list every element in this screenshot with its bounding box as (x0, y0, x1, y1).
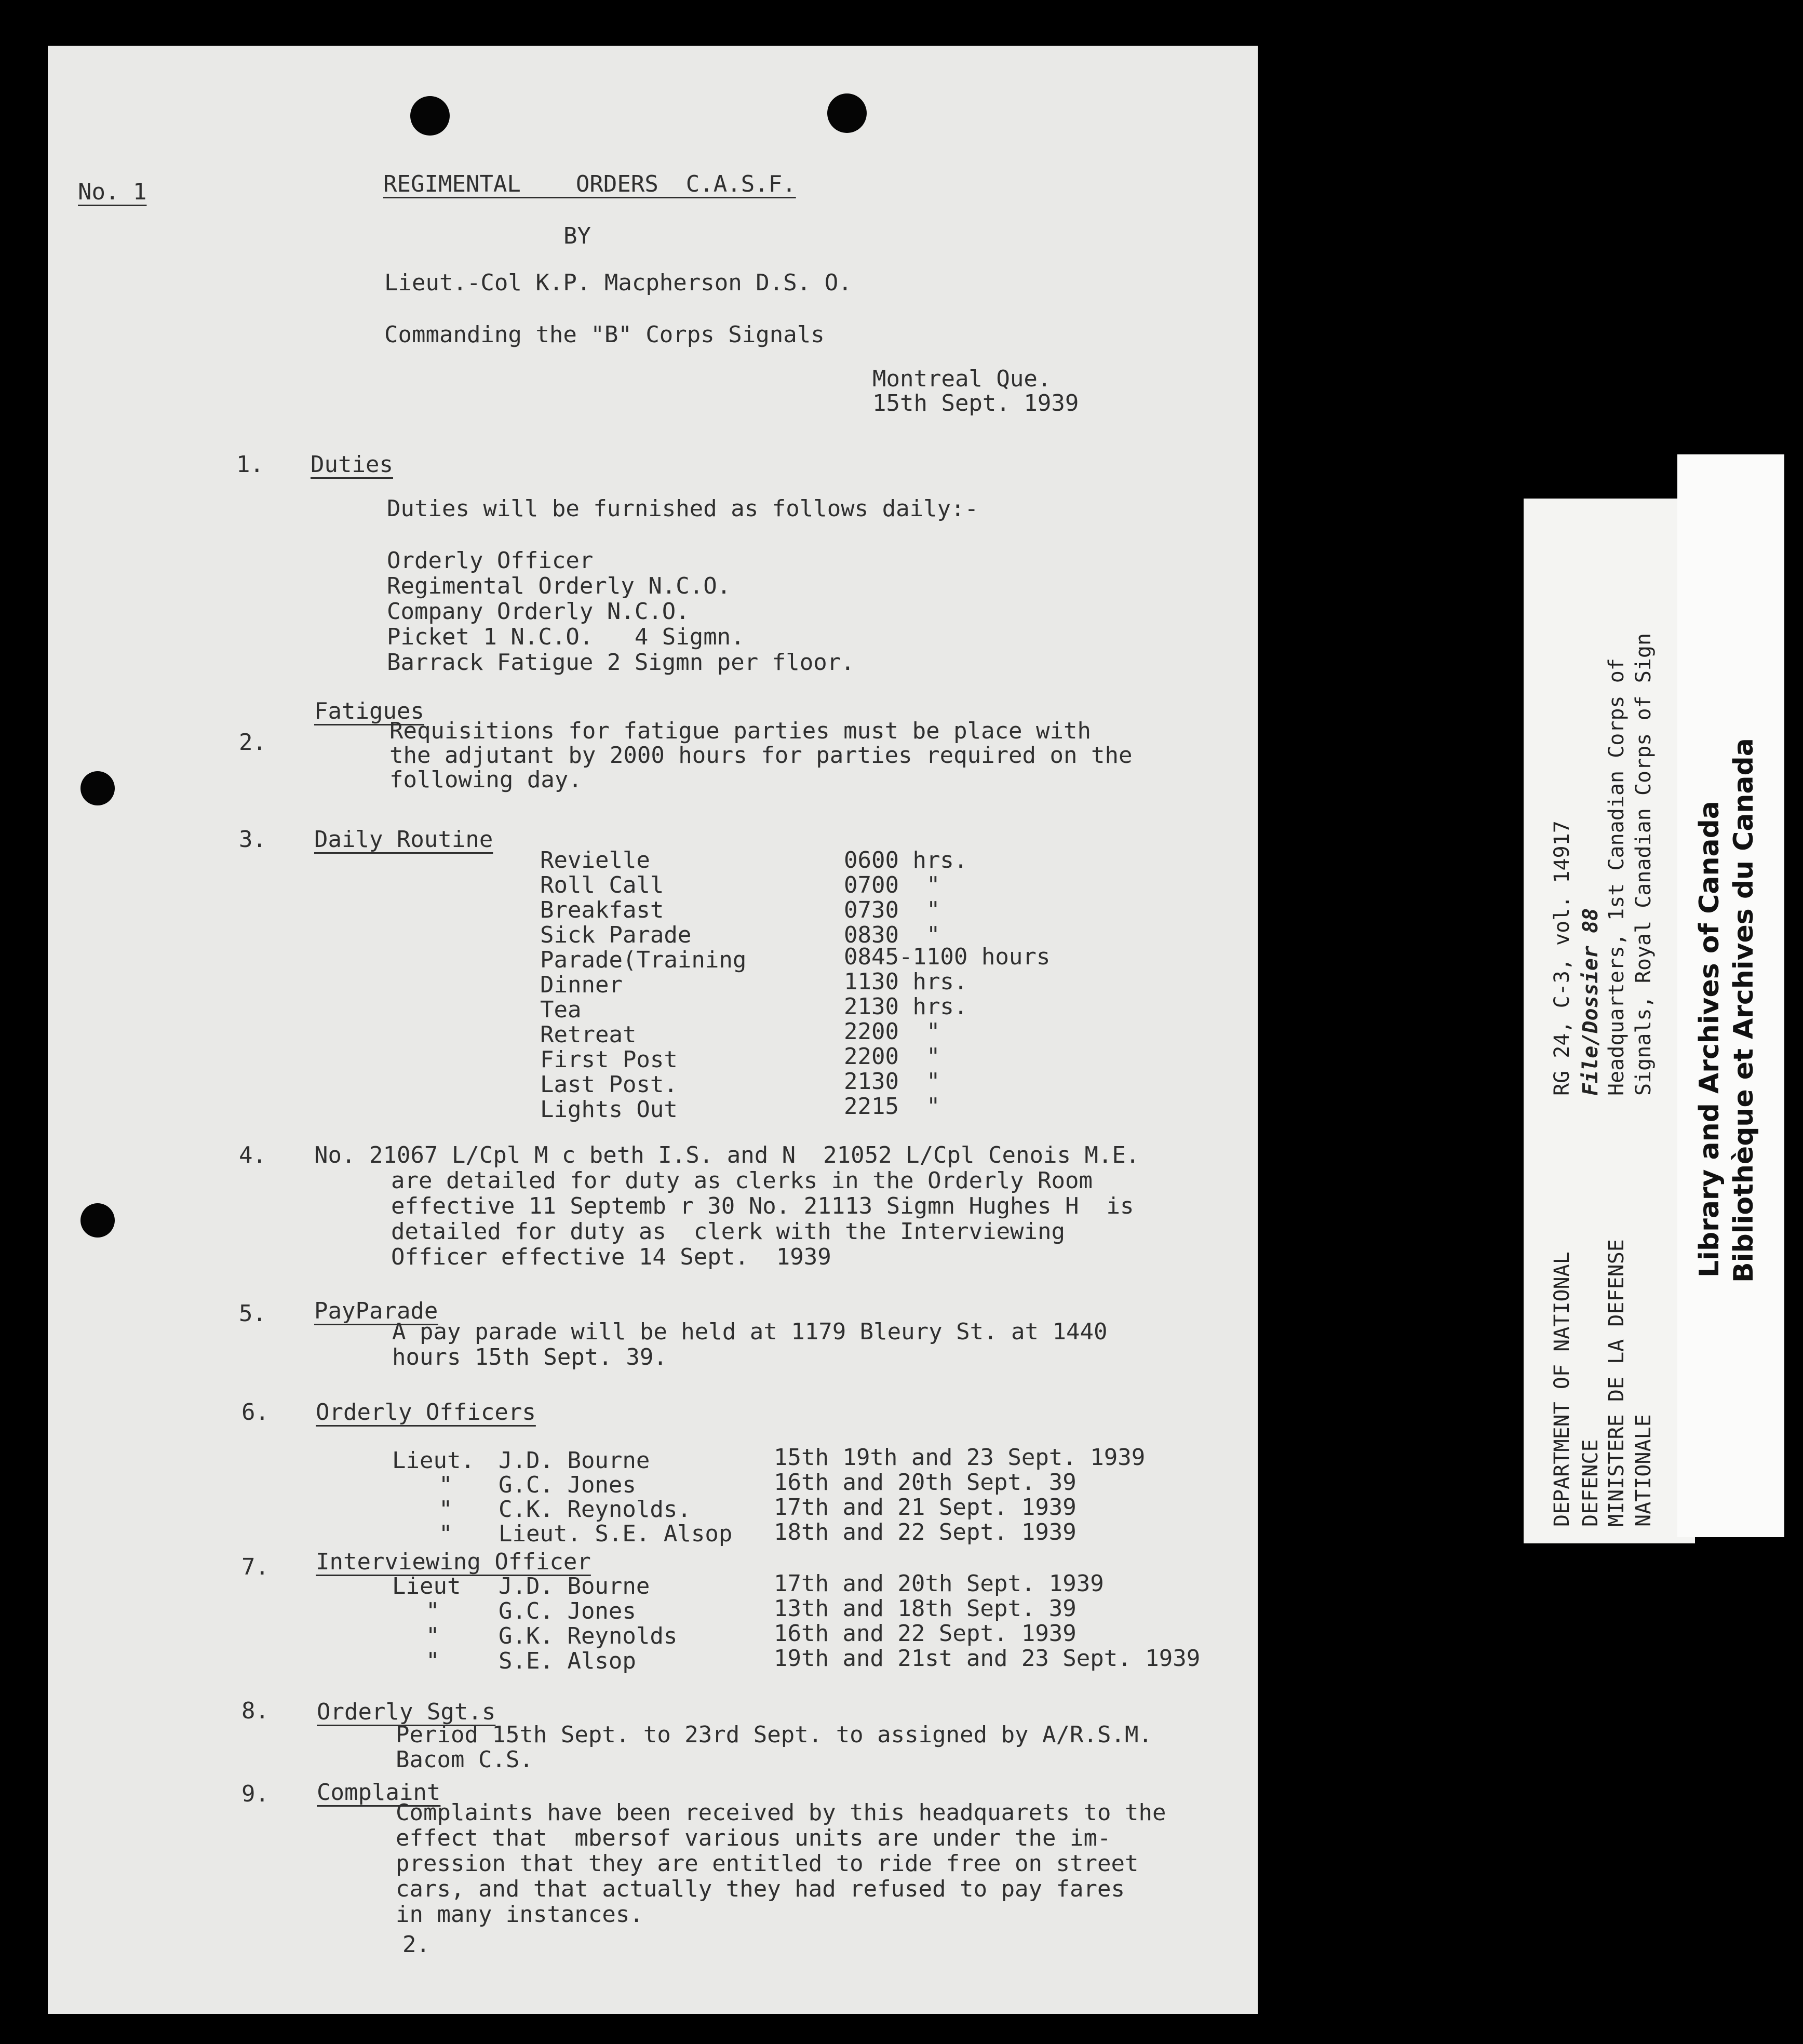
commanding-line: Commanding the "B" Corps Signals (384, 321, 825, 348)
section-9-line: in many instances. (396, 1901, 643, 1928)
officer-rank: " (426, 1648, 440, 1674)
section-5-number: 5. (239, 1300, 266, 1327)
officer-rank: " (426, 1623, 440, 1649)
officer-name: G.K. Reynolds (499, 1623, 678, 1649)
archive-file: File/Dossier 88 (1579, 908, 1603, 1096)
section-4-line: are detailed for duty as clerks in the Orderly Room (391, 1167, 1093, 1194)
officer-rank: " (439, 1521, 453, 1547)
routine-item: Roll Call (540, 872, 664, 898)
section-7-heading: Interviewing Officer (316, 1549, 591, 1575)
date: 15th Sept. 1939 (872, 390, 1079, 416)
section-9-line: effect that mbersof various units are under the im- (396, 1825, 1111, 1851)
section-3-heading: Daily Routine (314, 826, 493, 853)
officer-name: J.D. Bourne (499, 1447, 650, 1474)
routine-time: 2130 hrs. (844, 993, 968, 1020)
punch-hole-top-left (410, 96, 450, 136)
routine-time: 2130 " (844, 1068, 940, 1095)
officer-dates: 16th and 22 Sept. 1939 (774, 1620, 1077, 1647)
section-2-number: 2. (239, 729, 266, 756)
officer-rank: " (439, 1472, 453, 1498)
section-9-line: cars, and that actually they had refused to pay fares (396, 1876, 1125, 1902)
duty-line: Regimental Orderly N.C.O. (387, 573, 731, 599)
officer-dates: 15th 19th and 23 Sept. 1939 (774, 1444, 1146, 1471)
commander: Lieut.-Col K.P. Macpherson D.S. O. (384, 270, 852, 296)
routine-time: 0730 " (844, 897, 940, 923)
routine-time: 2200 " (844, 1043, 940, 1070)
archive-dept-line-1: DEPARTMENT OF NATIONAL (1550, 1252, 1574, 1527)
routine-item: Dinner (540, 972, 623, 998)
section-8-line: Period 15th Sept. to 23rd Sept. to assigned by A/R.S.M. (396, 1722, 1152, 1748)
officer-rank: Lieut (392, 1573, 461, 1599)
section-2-line: Requisitions for fatigue parties must be place with (389, 718, 1092, 744)
routine-time: 1130 hrs. (844, 969, 968, 995)
officer-name: Lieut. S.E. Alsop (499, 1521, 733, 1547)
routine-time: 2200 " (844, 1018, 940, 1045)
lac-french: Bibliothèque et Archives du Canada (1728, 738, 1759, 1283)
routine-item: Retreat (540, 1021, 637, 1048)
officer-dates: 19th and 21st and 23 Sept. 1939 (774, 1645, 1201, 1672)
section-6-number: 6. (241, 1399, 269, 1426)
section-5-line: A pay parade will be held at 1179 Bleury St. at 1440 (392, 1319, 1108, 1345)
section-1-heading: Duties (311, 451, 393, 478)
officer-rank: Lieut. (392, 1447, 475, 1474)
section-9-line: Complaints have been received by this headquarets to the (396, 1799, 1166, 1826)
officer-name: G.C. Jones (499, 1472, 636, 1498)
section-9-line: pression that they are entitled to ride free on street (396, 1850, 1139, 1877)
section-5-line: hours 15th Sept. 39. (392, 1344, 667, 1370)
archive-dept-line-3: MINISTERE DE LA DEFENSE (1605, 1239, 1629, 1527)
officer-dates: 17th and 21 Sept. 1939 (774, 1494, 1077, 1521)
next-page-number: 2. (402, 1931, 430, 1958)
duty-line: Orderly Officer (387, 547, 594, 574)
archive-dept-line-2: DEFENCE (1579, 1439, 1603, 1527)
section-5-heading: PayParade (314, 1298, 438, 1324)
section-4-line: detailed for duty as clerk with the Interviewing (391, 1218, 1066, 1245)
routine-time: 0845-1100 hours (844, 944, 1051, 970)
section-4-number: 4. (239, 1142, 266, 1168)
duty-line: Company Orderly N.C.O. (387, 598, 690, 625)
section-6-heading: Orderly Officers (316, 1399, 536, 1426)
routine-time: 2215 " (844, 1093, 940, 1120)
section-9-heading: Complaint (317, 1779, 441, 1806)
section-2-line: following day. (389, 766, 582, 793)
order-number: No. 1 (78, 179, 147, 205)
routine-item: Parade(Training (540, 947, 747, 973)
section-8-heading: Orderly Sgt.s (317, 1699, 496, 1725)
routine-time: 0600 hrs. (844, 847, 968, 873)
officer-name: J.D. Bourne (499, 1573, 650, 1599)
archive-ref: RG 24, C-3, vol. 14917 (1550, 821, 1574, 1096)
punch-hole-left-2 (80, 1203, 115, 1238)
punch-hole-left-1 (80, 771, 115, 805)
officer-name: C.K. Reynolds. (499, 1496, 691, 1523)
place: Montreal Que. (872, 366, 1052, 392)
routine-time: 0700 " (844, 872, 940, 898)
duty-line: Barrack Fatigue 2 Sigmn per floor. (387, 649, 855, 676)
archive-hq-line-2: Signals, Royal Canadian Corps of Sign (1632, 633, 1656, 1096)
section-7-number: 7. (241, 1554, 269, 1580)
section-8-number: 8. (241, 1698, 269, 1724)
routine-item: Lights Out (540, 1096, 678, 1123)
section-1-intro: Duties will be furnished as follows daily:- (387, 495, 979, 522)
lac-english: Library and Archives of Canada (1694, 801, 1725, 1278)
section-2-line: the adjutant by 2000 hours for parties required on the (389, 742, 1133, 769)
routine-item: First Post (540, 1046, 678, 1073)
routine-item: Sick Parade (540, 922, 692, 948)
archive-dept-line-4: NATIONALE (1632, 1414, 1656, 1527)
by-line: BY (563, 223, 591, 249)
routine-item: Revielle (540, 847, 650, 873)
archive-hq-line-1: Headquarters, 1st Canadian Corps of (1605, 658, 1629, 1096)
officer-dates: 17th and 20th Sept. 1939 (774, 1570, 1104, 1597)
section-3-number: 3. (239, 826, 266, 853)
officer-rank: " (439, 1496, 453, 1523)
officer-rank: " (426, 1598, 440, 1624)
section-4-line: Officer effective 14 Sept. 1939 (391, 1244, 831, 1270)
officer-name: G.C. Jones (499, 1598, 636, 1624)
duty-line: Picket 1 N.C.O. 4 Sigmn. (387, 624, 745, 650)
punch-hole-top-right (827, 93, 867, 133)
routine-item: Last Post. (540, 1071, 678, 1098)
officer-dates: 13th and 18th Sept. 39 (774, 1595, 1077, 1622)
officer-name: S.E. Alsop (499, 1648, 636, 1674)
section-9-number: 9. (241, 1781, 269, 1807)
section-4-line: effective 11 Septemb r 30 No. 21113 Sigmn Hughes H is (391, 1193, 1134, 1219)
routine-item: Breakfast (540, 897, 664, 923)
section-8-line: Bacom C.S. (396, 1746, 533, 1773)
section-4-line: No. 21067 L/Cpl M c beth I.S. and N 21052 L/Cpl Cenois M.E. (314, 1142, 1140, 1168)
routine-item: Tea (540, 997, 582, 1023)
officer-dates: 18th and 22 Sept. 1939 (774, 1519, 1077, 1545)
officer-dates: 16th and 20th Sept. 39 (774, 1469, 1077, 1496)
section-2-heading: Fatigues (314, 698, 424, 724)
document-title: REGIMENTAL ORDERS C.A.S.F. (383, 171, 796, 197)
section-1-number: 1. (236, 451, 264, 478)
routine-time: 0830 " (844, 922, 940, 948)
